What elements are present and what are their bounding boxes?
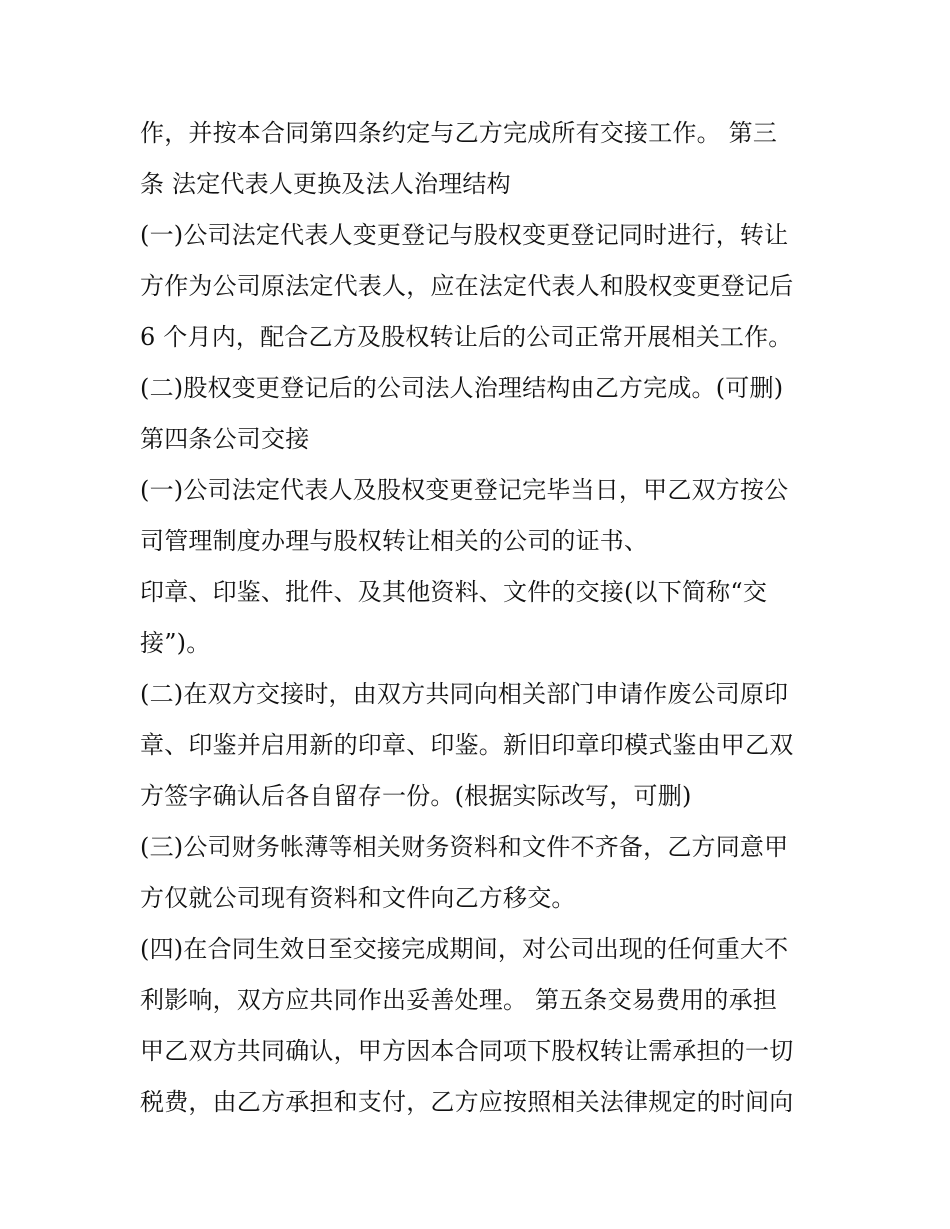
text-line: 方仅就公司现有资料和文件向乙方移交。 bbox=[140, 884, 576, 912]
text-line: 接”)。 bbox=[140, 629, 211, 657]
text-line: 作，并按本合同第四条约定与乙方完成所有交接工作。 第三 bbox=[140, 119, 778, 147]
document-body bbox=[140, 108, 830, 1128]
text-line: (四)在合同生效日至交接完成期间，对公司出现的任何重大不 bbox=[140, 935, 789, 963]
text-line: 利影响，双方应共同作出妥善处理。 第五条交易费用的承担 bbox=[140, 986, 778, 1014]
text-line: 方签字确认后各自留存一份。(根据实际改写，可删) bbox=[140, 782, 692, 810]
text-line: 印章、印鉴、批件、及其他资料、文件的交接(以下简称“交 bbox=[140, 578, 768, 606]
text-line: (二)股权变更登记后的公司法人治理结构由乙方完成。(可删) bbox=[140, 374, 784, 402]
text-line: 税费，由乙方承担和支付，乙方应按照相关法律规定的时间向 bbox=[140, 1088, 794, 1116]
text-line: (一)公司法定代表人变更登记与股权变更登记同时进行，转让 bbox=[140, 221, 789, 249]
text-line: 甲乙双方共同确认，甲方因本合同项下股权转让需承担的一切 bbox=[140, 1037, 794, 1065]
section-heading-article-3: 条 法定代表人更换及法人治理结构 bbox=[140, 170, 511, 198]
text-line: (二)在双方交接时，由双方共同向相关部门申请作废公司原印 bbox=[140, 680, 789, 708]
text-line: 司管理制度办理与股权转让相关的公司的证书、 bbox=[140, 527, 649, 555]
text-line: 6 个月内，配合乙方及股权转让后的公司正常开展相关工作。 bbox=[140, 323, 793, 351]
section-heading-article-4: 第四条公司交接 bbox=[140, 425, 310, 453]
text-line: 章、印鉴并启用新的印章、印鉴。新旧印章印模式鉴由甲乙双 bbox=[140, 731, 794, 759]
text-line: 方作为公司原法定代表人，应在法定代表人和股权变更登记后 bbox=[140, 272, 794, 300]
text-line: (三)公司财务帐薄等相关财务资料和文件不齐备，乙方同意甲 bbox=[140, 833, 789, 861]
text-line: (一)公司法定代表人及股权变更登记完毕当日，甲乙双方按公 bbox=[140, 476, 789, 504]
